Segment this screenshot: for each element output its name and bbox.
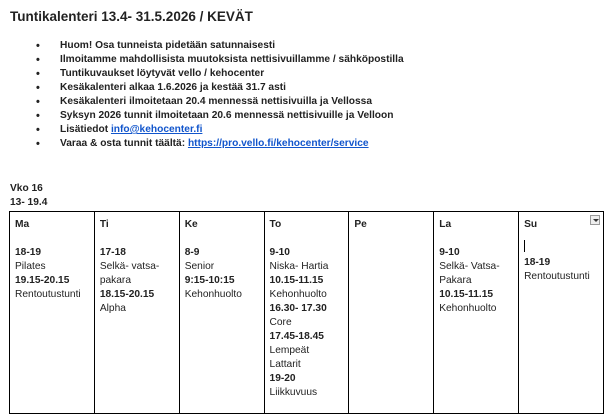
class-name: Kehonhuolto — [269, 289, 327, 300]
day-cell-la[interactable] — [434, 212, 519, 414]
dropdown-toggle-icon[interactable] — [590, 215, 600, 225]
class-time: 19.15-20.15 — [15, 275, 70, 286]
day-name: Ti — [99, 219, 109, 230]
class-name: Core — [269, 317, 292, 328]
day-cell-ma[interactable] — [10, 212, 95, 414]
day-name: Pe — [354, 219, 367, 230]
class-time: 17.45-18.45 — [269, 331, 324, 342]
class-name: Pilates — [15, 261, 46, 272]
day-name: To — [269, 219, 282, 230]
note-item — [36, 95, 404, 109]
schedule-table — [9, 211, 604, 414]
class-time: 10.15-11.15 — [269, 275, 324, 286]
class-time: 9:15-10:15 — [184, 275, 235, 286]
class-name: Liikkuvuus — [269, 387, 318, 398]
note-text: Kesäkalenteri ilmoitetaan 20.4 mennessä nettisivuilla ja Vellossa — [60, 96, 373, 107]
class-time: 9-10 — [439, 247, 460, 258]
class-name: Rentoutustunti — [524, 271, 590, 282]
page-title: Tuntikalenteri 13.4- 31.5.2026 / KEVÄT — [10, 9, 253, 24]
class-name: Kehonhuolto — [439, 303, 497, 314]
class-name: Selkä- Vatsa- Pakara — [439, 261, 500, 286]
class-time: 16.30- 17.30 — [269, 303, 327, 314]
note-item — [36, 81, 404, 95]
week-label: Vko 16 — [10, 183, 43, 194]
class-time: 18-19 — [15, 247, 42, 258]
class-name: Alpha — [99, 303, 126, 314]
note-text: Lisätiedot — [60, 124, 111, 135]
day-name: Ke — [184, 219, 198, 230]
note-item — [36, 137, 404, 151]
day-name: Ma — [15, 219, 30, 230]
class-name: Selkä- vatsa- pakara — [99, 261, 160, 286]
note-item — [36, 109, 404, 123]
class-time: 9-10 — [269, 247, 290, 258]
day-cell-pe[interactable] — [349, 212, 434, 414]
note-item — [36, 39, 404, 53]
note-text: Huom! Osa tunneista pidetään satunnaisesti — [60, 40, 276, 51]
class-name: Kehonhuolto — [184, 289, 242, 300]
class-name: Lempeät Lattarit — [269, 345, 310, 370]
class-time: 17-18 — [99, 247, 126, 258]
day-cell-ke[interactable] — [179, 212, 264, 414]
note-text: Kesäkalenteri alkaa 1.6.2026 ja kestää 31.7 asti — [60, 82, 286, 93]
week-date-range: 13- 19.4 — [10, 197, 48, 208]
day-cell-ti[interactable] — [94, 212, 179, 414]
note-item — [36, 53, 404, 67]
note-text: Tuntikuvaukset löytyvät vello / kehocenter — [60, 68, 265, 79]
schedule-week-row — [10, 212, 604, 414]
note-text: Syksyn 2026 tunnit ilmoitetaan 20.6 mennessä nettisivuille ja Velloon — [60, 110, 394, 121]
class-name: Senior — [184, 261, 215, 272]
class-time: 10.15-11.15 — [439, 289, 494, 300]
day-cell-su[interactable] — [519, 212, 604, 414]
note-link[interactable]: https://pro.vello.fi/kehocenter/service — [187, 138, 369, 149]
class-time: 19-20 — [269, 373, 296, 384]
note-item — [36, 67, 404, 81]
note-text: Varaa & osta tunnit täältä: — [60, 138, 188, 149]
class-name: Niska- Hartia — [269, 261, 329, 272]
day-name: La — [439, 219, 452, 230]
class-name: Rentoutustunti — [15, 289, 81, 300]
notes-list — [36, 39, 404, 151]
note-link[interactable]: info@kehocenter.fi — [110, 124, 203, 135]
text-cursor — [524, 240, 525, 252]
note-item — [36, 123, 404, 137]
class-time: 8-9 — [184, 247, 200, 258]
class-time: 18-19 — [524, 257, 551, 268]
day-name: Su — [524, 219, 538, 230]
day-cell-to[interactable] — [264, 212, 349, 414]
note-text: Ilmoitamme mahdollisista muutoksista nettisivuillamme / sähköpostilla — [60, 54, 404, 65]
class-time: 18.15-20.15 — [99, 289, 155, 300]
